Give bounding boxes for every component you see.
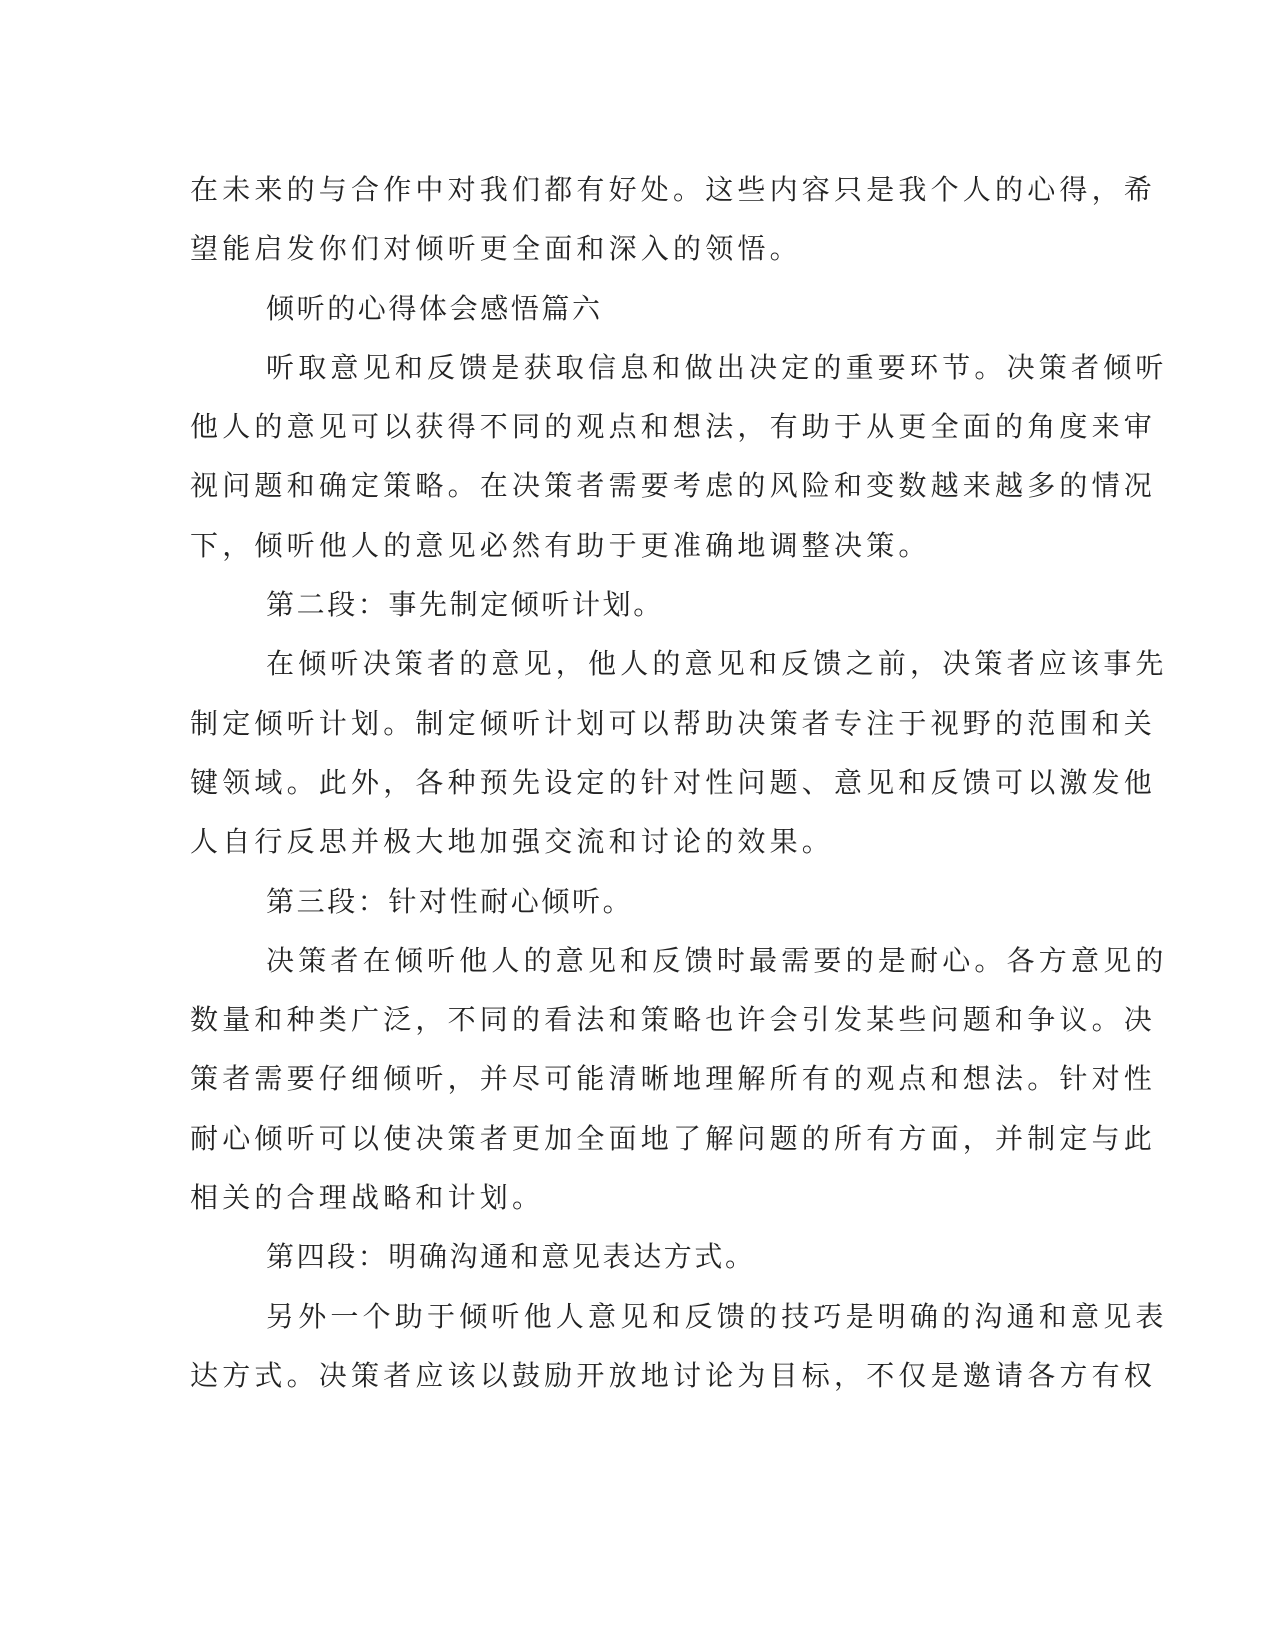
section-heading: 第二段：事先制定倾听计划。: [266, 588, 664, 622]
section-title: 倾听的心得体会感悟篇六: [266, 291, 603, 325]
text-line: 下，倾听他人的意见必然有助于更准确地调整决策。: [190, 528, 931, 562]
text-line: 人自行反思并极大地加强交流和讨论的效果。: [190, 825, 835, 859]
paragraph-first-line: 听取意见和反馈是获取信息和做出决定的重要环节。决策者倾听: [266, 350, 1168, 384]
text-line: 望能启发你们对倾听更全面和深入的领悟。: [190, 232, 802, 266]
section-heading: 第三段：针对性耐心倾听。: [266, 884, 634, 918]
text-line: 达方式。决策者应该以鼓励开放地讨论为目标，不仅是邀请各方有权: [190, 1358, 1157, 1392]
paragraph-first-line: 在倾听决策者的意见，他人的意见和反馈之前，决策者应该事先: [266, 647, 1168, 681]
text-line: 数量和种类广泛，不同的看法和策略也许会引发某些问题和争议。决: [190, 1003, 1157, 1037]
text-line: 他人的意见可以获得不同的观点和想法，有助于从更全面的角度来审: [190, 410, 1157, 444]
text-line: 在未来的与合作中对我们都有好处。这些内容只是我个人的心得，希: [190, 173, 1157, 206]
text-line: 相关的合理战略和计划。: [190, 1181, 545, 1215]
paragraph-first-line: 另外一个助于倾听他人意见和反馈的技巧是明确的沟通和意见表: [266, 1299, 1168, 1333]
text-line: 耐心倾听可以使决策者更加全面地了解问题的所有方面，并制定与此: [190, 1121, 1157, 1155]
section-heading: 第四段：明确沟通和意见表达方式。: [266, 1240, 756, 1274]
text-line: 策者需要仔细倾听，并尽可能清晰地理解所有的观点和想法。针对性: [190, 1062, 1157, 1096]
paragraph-first-line: 决策者在倾听他人的意见和反馈时最需要的是耐心。各方意见的: [266, 943, 1168, 977]
text-line: 视问题和确定策略。在决策者需要考虑的风险和变数越来越多的情况: [190, 469, 1157, 503]
text-line: 制定倾听计划。制定倾听计划可以帮助决策者专注于视野的范围和关: [190, 706, 1157, 740]
document-body: [190, 160, 1168, 1405]
text-line: 键领域。此外，各种预先设定的针对性问题、意见和反馈可以激发他: [190, 765, 1157, 799]
